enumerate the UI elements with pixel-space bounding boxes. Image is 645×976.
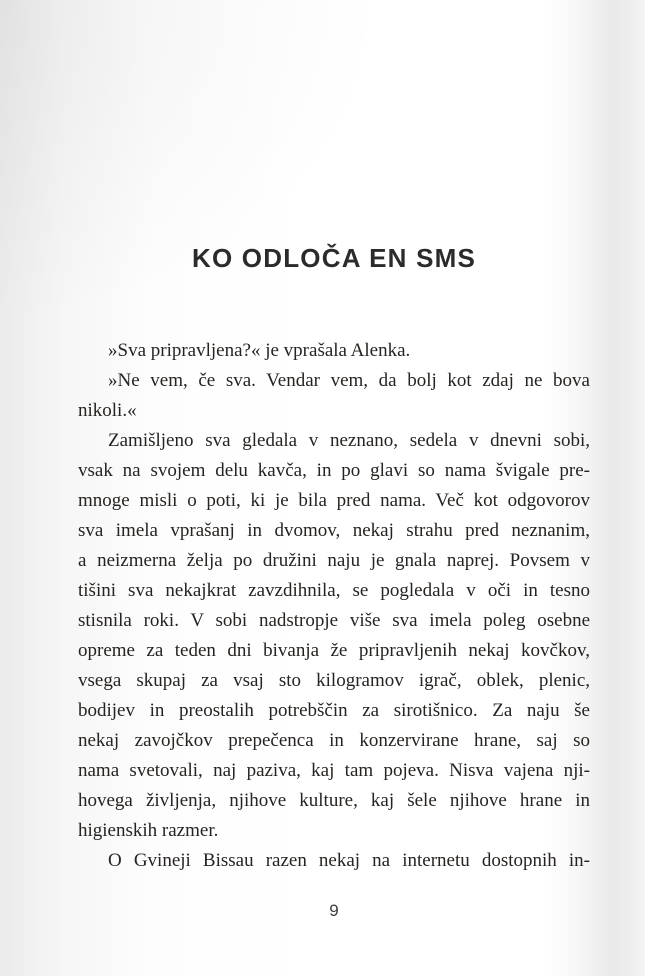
text-line: bodijev in preostalih potrebščin za sirotišnico. Za naju še	[78, 700, 590, 721]
text-line: nekaj zavojčkov prepečenca in konzervirane hrane, saj so	[78, 730, 590, 751]
text-line: mnoge misli o poti, ki je bila pred nama. Več kot odgovorov	[78, 490, 590, 511]
text-line: a neizmerna želja po družini naju je gnala naprej. Povsem v	[78, 550, 590, 571]
text-line: »Ne vem, če sva. Vendar vem, da bolj kot zdaj ne bova	[108, 370, 590, 391]
text-line: higienskih razmer.	[78, 820, 219, 841]
text-line: O Gvineji Bissau razen nekaj na internetu dostopnih in-	[108, 850, 590, 871]
text-line: tišini sva nekajkrat zavzdihnila, se pogledala v oči in tesno	[78, 580, 590, 601]
text-line: nikoli.«	[78, 400, 137, 421]
text-line: opreme za teden dni bivanja že pripravljenih nekaj kovčkov,	[78, 640, 590, 661]
text-line: Zamišljeno sva gledala v neznano, sedela v dnevni sobi,	[108, 430, 590, 451]
text-line: nama svetovali, naj paziva, kaj tam pojeva. Nisva vajena nji-	[78, 760, 590, 781]
text-line: hovega življenja, njihove kulture, kaj šele njihove hrane in	[78, 790, 590, 811]
text-block	[78, 336, 590, 876]
chapter-title: KO ODLOČA EN SMS	[191, 243, 477, 273]
text-line: vsak na svojem delu kavča, in po glavi so nama švigale pre-	[78, 460, 590, 481]
text-line: vsega skupaj za vsaj sto kilogramov igrač, oblek, plenic,	[78, 670, 590, 691]
text-line: »Sva pripravljena?« je vprašala Alenka.	[108, 340, 411, 361]
text-line: sva imela vprašanj in dvomov, nekaj strahu pred neznanim,	[78, 520, 590, 541]
page-number: 9	[329, 901, 339, 920]
text-line: stisnila roki. V sobi nadstropje više sva imela poleg osebne	[78, 610, 590, 631]
